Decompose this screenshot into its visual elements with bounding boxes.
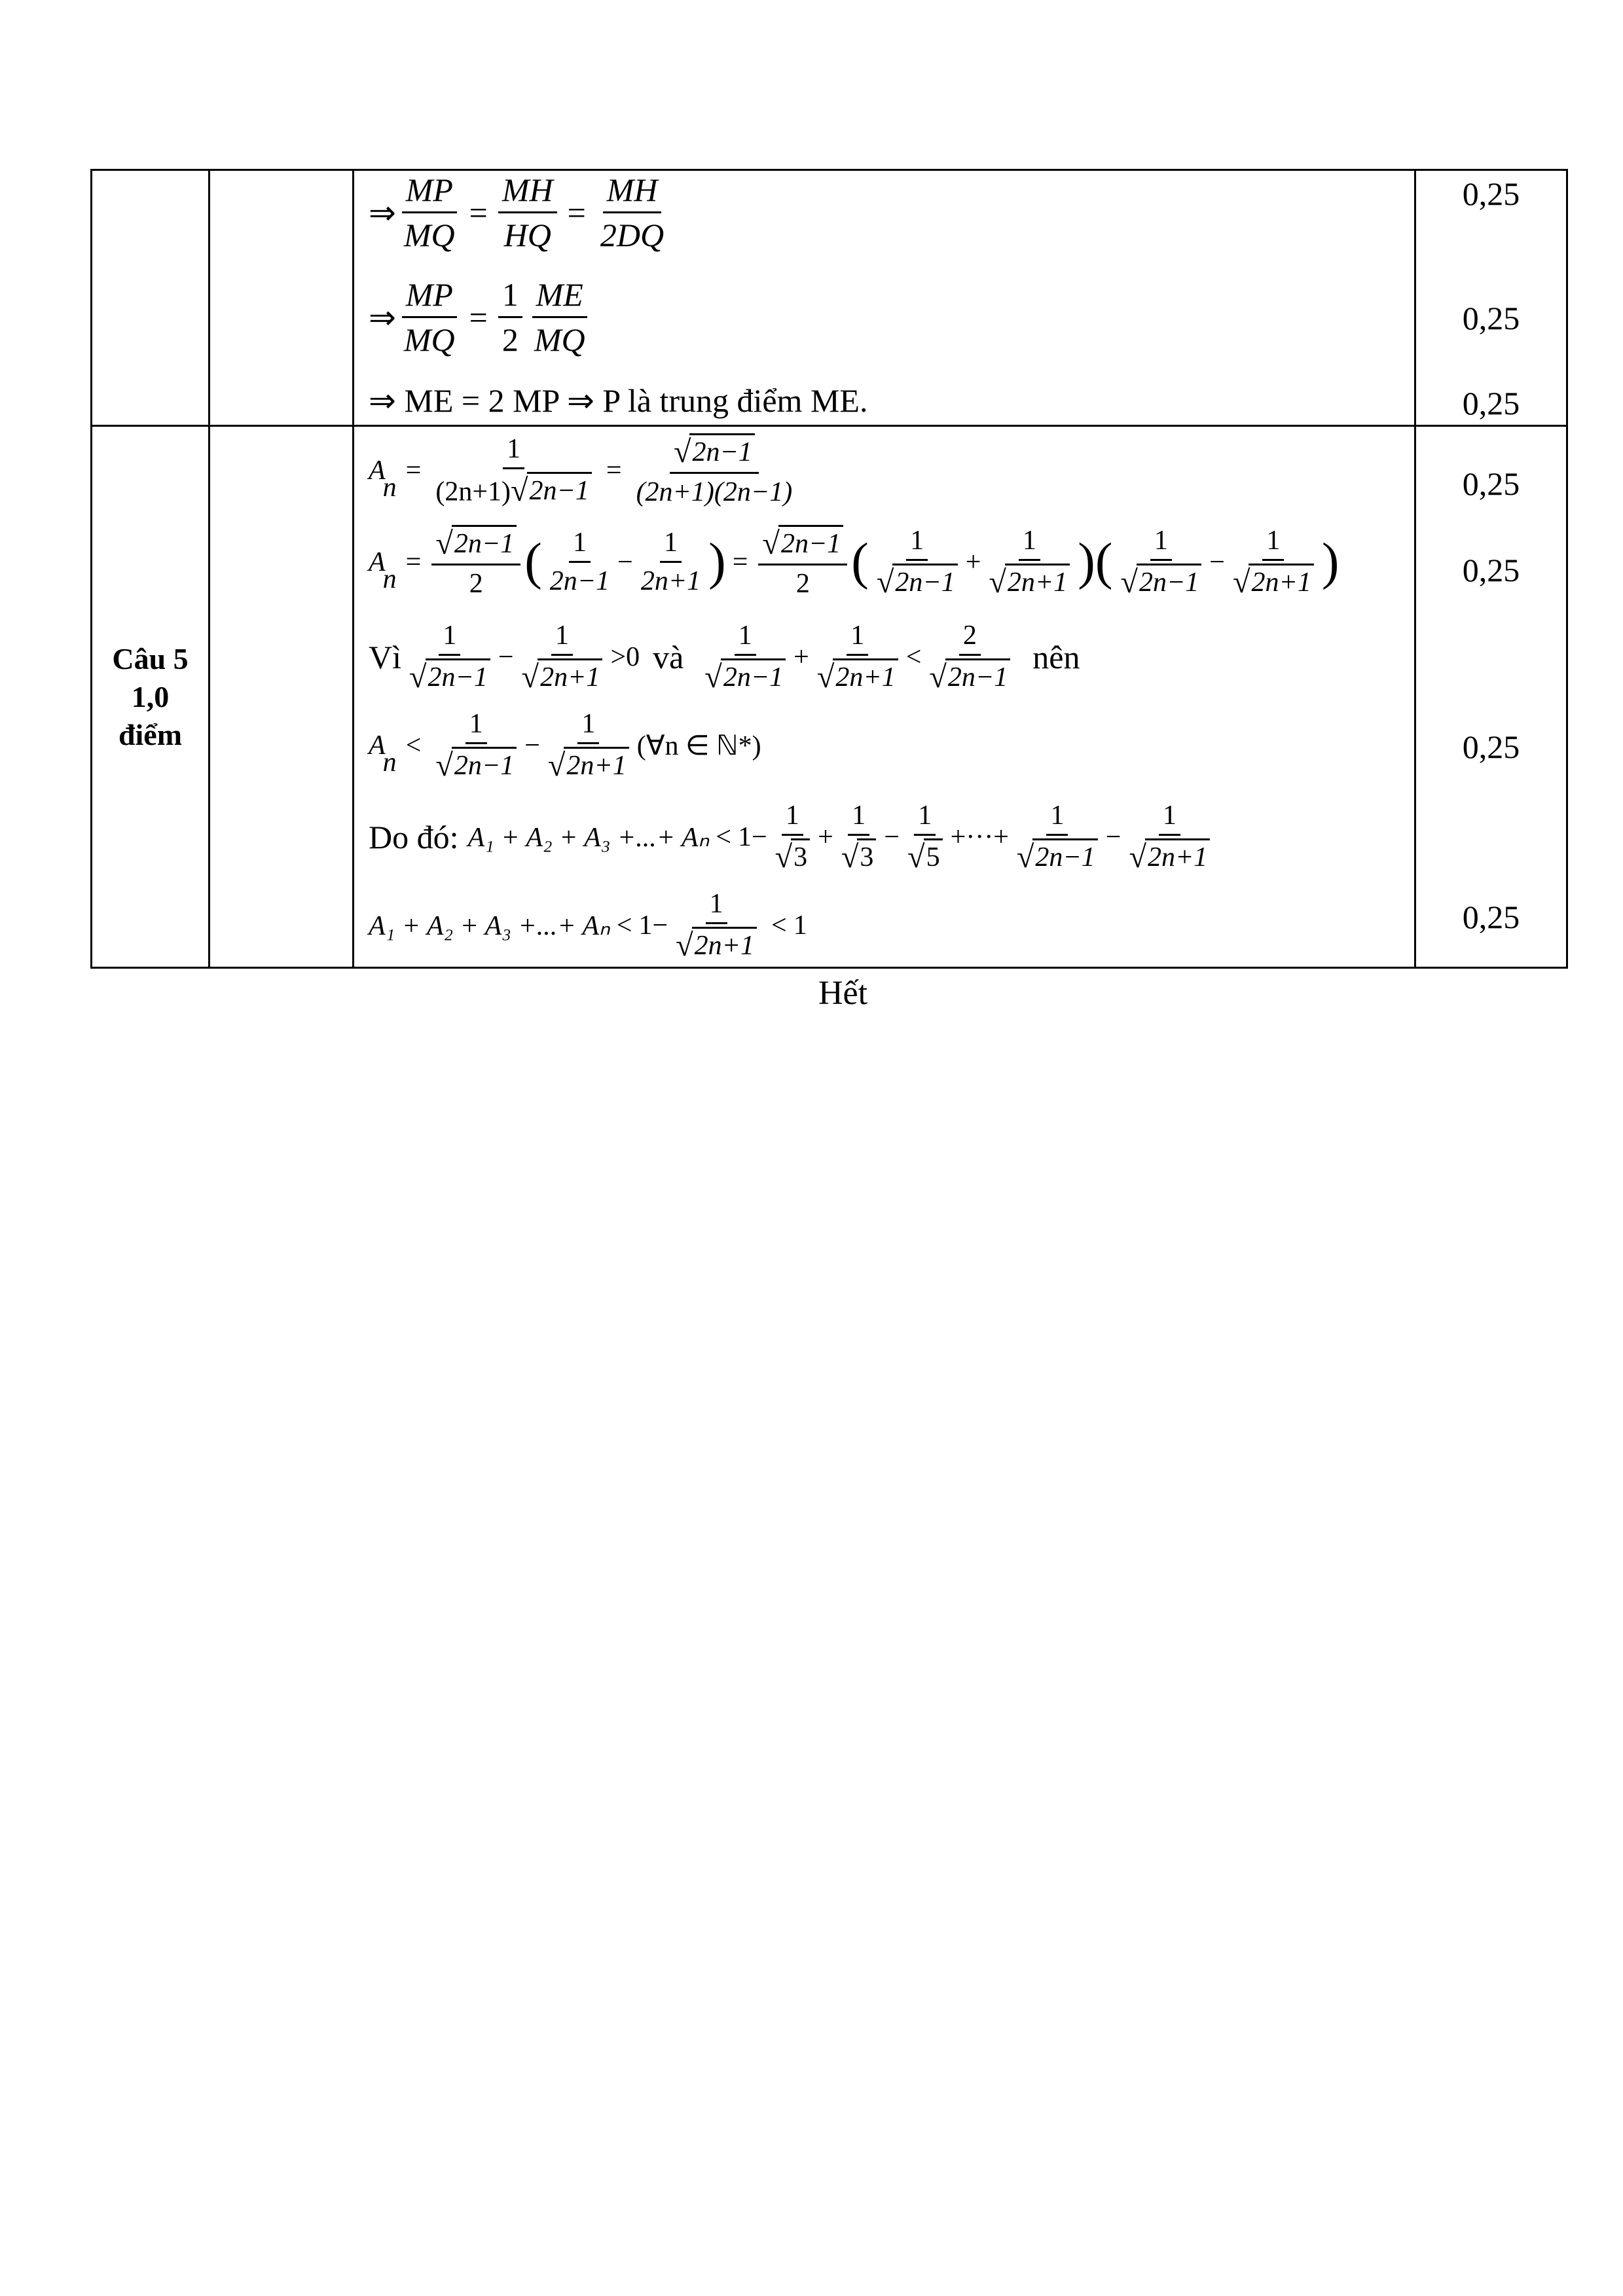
solution-line: A n < 1 √ 2n−1 − 1 √ 2n+1 (∀n ∈ ℕ*) — [369, 709, 761, 783]
end-marker: Hết — [818, 975, 868, 1012]
solution-line: A₁ + A₂ + A₃ +...+ Aₙ < 1 − 1 √ 2n+1 < 1 — [369, 889, 807, 963]
solution-line: ⇒ $\frac{MP}{MQ}$ = $\frac{1}{2}$ $\frac{ME}{MQ}$ — [369, 276, 593, 359]
solution-line: Vì 1 √ 2n−1 − 1 √ 2n+1 > 0 và 1 √ 2n−1 + 1 √ 2n+1 < 2 √ 2n−1 nên — [369, 620, 1080, 694]
score: 0,25 — [1462, 385, 1520, 422]
fraction: 1 (2n+1) √ 2n−1 — [431, 433, 596, 508]
solution-line: A n = 1 (2n+1) √ 2n−1 = √ 2n−1 (2n+1)(2n−1) — [369, 433, 800, 508]
solution-line: ⇒ ME = 2 MP ⇒ P là trung điểm ME. — [369, 382, 868, 419]
fraction: $\frac{MH}{HQ}$ — [498, 171, 557, 254]
fraction: $\frac{1}{2}$ — [498, 276, 522, 359]
sub-cell — [210, 426, 354, 968]
solution-line: ⇒ $\frac{MP}{MQ}$ = $\frac{MH}{HQ}$ = $\frac{MH}{2DQ}$ — [369, 171, 672, 254]
solution-line: Do đó: A₁ + A₂ + A₃ +...+ Aₙ < 1 − 1 √ 3 + 1 √ 3 − 1 √ 5 + ··· + 1 √ 2n−1 − 1 √ 2n+1 — [369, 800, 1218, 874]
score: 0,25 — [1462, 899, 1520, 935]
score: 0,25 — [1462, 552, 1520, 588]
score-cell — [1415, 170, 1567, 426]
fraction: $\frac{MP}{MQ}$ — [400, 171, 459, 254]
score: 0,25 — [1462, 175, 1520, 212]
table-row — [92, 426, 1567, 968]
score: 0,25 — [1462, 728, 1520, 765]
fraction: $\frac{MP}{MQ}$ — [400, 276, 459, 359]
table-row — [92, 170, 1567, 426]
score: 0,25 — [1462, 300, 1520, 336]
implies-symbol: ⇒ — [369, 194, 396, 231]
solution-cell — [354, 170, 1415, 426]
score-cell — [1415, 426, 1567, 968]
fraction: $\frac{MH}{2DQ}$ — [600, 171, 665, 253]
solution-cell — [354, 426, 1415, 968]
question-cell — [92, 426, 210, 968]
fraction: $\frac{ME}{MQ}$ — [530, 276, 589, 359]
implies-symbol: ⇒ — [369, 298, 396, 336]
score: 0,25 — [1462, 465, 1520, 502]
fraction: √ 2n−1 (2n+1)(2n−1) — [636, 434, 793, 507]
answer-table — [90, 169, 1568, 969]
sub-cell — [210, 170, 354, 426]
question-cell — [92, 170, 210, 426]
question-label: Câu 5 1,0 điểm — [112, 641, 189, 751]
solution-line: A n = √ 2n−1 2 ( $\frac{1}{2n-1}$ − $\frac{1}{2n+1}$ ) = √ 2n−1 2 ( 1 √ 2n−1 + 1 √ 2n+1 )( 1 √ 2n−1 − 1 √ 2n+1 ) — [369, 526, 1340, 600]
